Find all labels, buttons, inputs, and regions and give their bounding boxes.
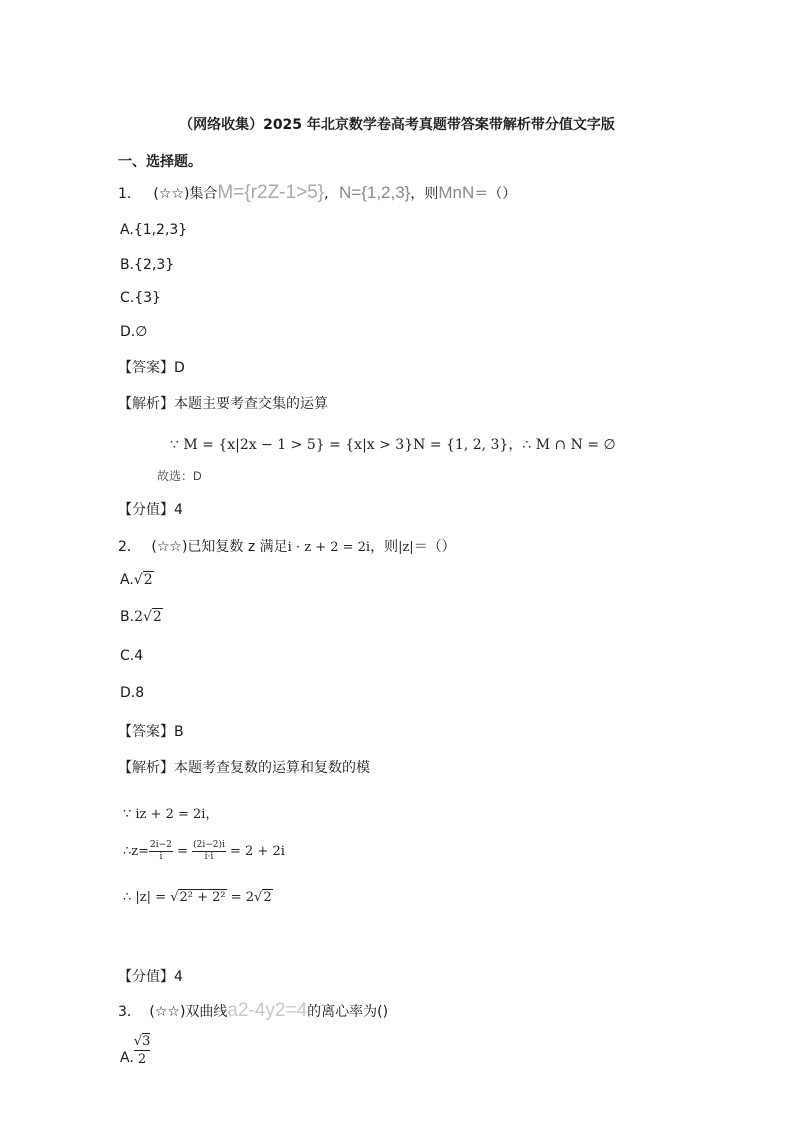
difficulty-stars: (☆☆) [153, 186, 190, 202]
step-result: = 2 [230, 890, 255, 905]
question-3-stem [118, 1000, 388, 1022]
equals: = [177, 844, 188, 859]
question-text: ＝（） [413, 539, 456, 555]
step-prefix: ∴z= [123, 844, 150, 859]
fraction [134, 1033, 151, 1068]
hyperbola-equation: a2-4y2=4 [227, 1000, 308, 1021]
question-text: 双曲线 [185, 1004, 228, 1020]
question-1-stem [118, 182, 516, 204]
denominator: i [159, 852, 163, 862]
sqrt-expression: √2 [142, 609, 162, 625]
difficulty-stars: (☆☆) [151, 539, 188, 555]
numerator: 2i−2 [150, 840, 172, 850]
solution-step-3 [123, 890, 273, 905]
sqrt-expression: √2² + 2² [170, 890, 226, 905]
denominator: 2 [137, 1052, 147, 1067]
option-label: B. [120, 609, 135, 625]
set-n-expression: N={1,2,3} [338, 183, 411, 202]
radicand: 2 [143, 572, 153, 588]
option-a: A.{1,2,3} [120, 222, 188, 238]
score-label: 【分值】4 [118, 502, 183, 518]
solution-step-2 [123, 840, 285, 863]
question-number: 1． [118, 186, 141, 202]
answer-label: 【答案】D [118, 360, 185, 376]
question-2-stem [118, 536, 456, 556]
radicand: 2² + 2² [179, 890, 226, 905]
question-text: 已知复数 z 满足 [187, 539, 288, 555]
modulus-expression: |z| [398, 540, 414, 555]
radicand: 3 [142, 1034, 151, 1049]
section-heading: 一、选择题。 [118, 154, 202, 170]
option-label: A. [120, 572, 134, 588]
denominator: i·i [204, 852, 214, 862]
condition-expression: i · z + 2 = 2i [287, 540, 371, 555]
question-text: ，则 [370, 539, 399, 555]
question-text: 集合 [189, 186, 218, 202]
document-title: （网络收集）2025 年北京数学卷高考真题带答案带解析带分值文字版 [179, 117, 615, 133]
option-b: B.{2,3} [120, 257, 175, 273]
option-c: C.4 [120, 648, 144, 664]
coefficient: 2 [134, 609, 143, 625]
option-d: D.∅ [120, 324, 148, 340]
step-result: = 2 + 2i [230, 844, 285, 859]
question-number: 2． [118, 539, 141, 555]
score-label: 【分值】4 [118, 969, 183, 985]
question-text: ，则 [410, 186, 439, 202]
fraction [149, 840, 173, 863]
set-m-expression: M={r2Z-1>5} [217, 182, 325, 203]
option-a [120, 1033, 150, 1068]
option-d: D.8 [120, 685, 145, 701]
option-label: A. [120, 1050, 134, 1066]
option-b [120, 609, 163, 625]
solution-formula: ∵ M = {x|2x − 1 > 5} = {x|x > 3}N = {1, 2, 3}，∴ M ∩ N = ∅ [170, 437, 616, 453]
sqrt-expression: √2 [133, 572, 153, 588]
analysis-label: 【解析】本题主要考查交集的运算 [118, 396, 328, 412]
chosen-answer: 故选：D [157, 469, 202, 483]
difficulty-stars: (☆☆) [149, 1004, 186, 1020]
analysis-label: 【解析】本题考查复数的运算和复数的模 [118, 760, 370, 776]
sqrt-expression: √2 [254, 890, 272, 905]
fraction [192, 840, 226, 863]
question-text: 的离心率为() [307, 1004, 389, 1020]
step-prefix: ∴ |z| = [123, 890, 167, 905]
question-number: 3． [118, 1004, 141, 1020]
solution-step-1: ∵ iz + 2 = 2i， [123, 807, 219, 822]
radicand: 2 [152, 609, 162, 625]
intersection-expression: MnN [438, 183, 475, 202]
option-a [120, 572, 154, 588]
numerator: (2i−2)i [193, 840, 225, 850]
question-text: ＝（） [474, 186, 517, 202]
radicand: 2 [263, 890, 272, 905]
answer-label: 【答案】B [118, 724, 184, 740]
comma: , [324, 186, 329, 202]
option-c: C.{3} [120, 290, 161, 306]
numerator: √3 [133, 1034, 151, 1049]
